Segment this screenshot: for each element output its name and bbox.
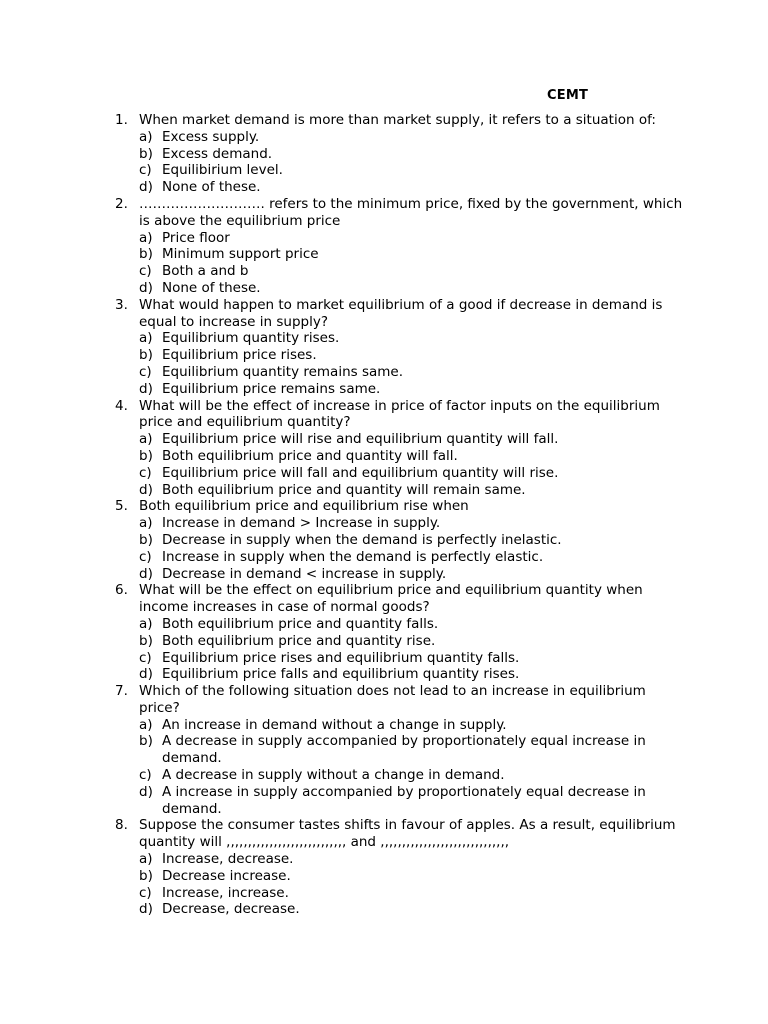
option-item (139, 767, 690, 784)
option-text: Increase in supply when the demand is perfectly elastic. (162, 548, 544, 565)
option-letter: b) (139, 531, 153, 548)
option-text: Both equilibrium price and quantity will remain same. (162, 481, 526, 498)
option-text: Increase in demand > Increase in supply. (162, 515, 441, 532)
option-item (139, 784, 690, 818)
question-item (110, 196, 690, 297)
option-item (139, 280, 690, 297)
option-item (139, 566, 690, 583)
option-letter: a) (139, 515, 153, 532)
question-number: 6. (115, 582, 128, 599)
option-item (139, 549, 690, 566)
question-number: 4. (115, 397, 128, 414)
option-letter: d) (139, 565, 153, 582)
question-text: What will be the effect of increase in price of factor inputs on the equilibrium price and equilibrium quantity? (139, 397, 660, 431)
option-item (139, 666, 690, 683)
option-text: Equilibrium price rises. (162, 347, 317, 364)
option-letter: b) (139, 447, 153, 464)
option-list (139, 515, 690, 582)
option-text: Decrease in demand < increase in supply. (162, 565, 447, 582)
option-text: Both equilibrium price and quantity will fall. (162, 447, 458, 464)
question-number: 1. (115, 112, 128, 128)
question-text: ………………………. refers to the minimum price, fixed by the government, which is above the equilibrium price (139, 195, 683, 229)
question-item (110, 398, 690, 499)
option-text: Decrease, decrease. (162, 901, 300, 918)
option-text: Equilibrium price will rise and equilibrium quantity will fall. (162, 431, 559, 448)
option-text: Increase, decrease. (162, 851, 294, 868)
option-text: Decrease in supply when the demand is perfectly inelastic. (162, 531, 562, 548)
question-item (110, 498, 690, 582)
option-text: Decrease increase. (162, 867, 291, 884)
option-item (139, 448, 690, 465)
option-letter: d) (139, 783, 153, 800)
option-item (139, 515, 690, 532)
question-text: Which of the following situation does not lead to an increase in equilibrium price? (139, 683, 646, 716)
option-item (139, 851, 690, 868)
option-item (139, 616, 690, 633)
option-item (139, 431, 690, 448)
option-letter: a) (139, 229, 153, 246)
option-text: Equilibirium level. (162, 162, 283, 179)
option-text: None of these. (162, 279, 261, 296)
question-number: 7. (115, 683, 128, 700)
option-text: Equilibrium price falls and equilibrium quantity rises. (162, 666, 520, 683)
option-item (139, 633, 690, 650)
option-text: Minimum support price (162, 246, 319, 263)
option-item (139, 650, 690, 667)
option-letter: a) (139, 615, 153, 632)
option-item (139, 263, 690, 280)
option-text: A increase in supply accompanied by proportionately equal decrease in demand. (162, 783, 646, 817)
question-text: What will be the effect on equilibrium price and equilibrium quantity when income increases in case of normal goods? (139, 582, 643, 616)
option-letter: c) (139, 884, 152, 901)
option-text: Excess demand. (162, 145, 273, 162)
option-letter: d) (139, 666, 153, 683)
option-text: Increase, increase. (162, 884, 289, 901)
option-item (139, 129, 690, 146)
option-letter: a) (139, 851, 153, 868)
option-list (139, 431, 690, 498)
option-letter: c) (139, 263, 152, 280)
question-item (110, 683, 690, 817)
question-item (110, 582, 690, 683)
question-list (110, 112, 690, 918)
option-item (139, 868, 690, 885)
option-letter: b) (139, 867, 153, 884)
question-item (110, 297, 690, 398)
question-number: 8. (115, 817, 128, 834)
option-letter: d) (139, 481, 153, 498)
option-list (139, 129, 690, 196)
option-text: Equilibrium price remains same. (162, 380, 381, 397)
option-text: A decrease in supply without a change in demand. (162, 767, 505, 784)
option-item (139, 885, 690, 902)
option-text: An increase in demand without a change in supply. (162, 716, 507, 733)
option-letter: b) (139, 632, 153, 649)
option-list (139, 717, 690, 818)
option-letter: c) (139, 649, 152, 666)
option-letter: d) (139, 380, 153, 397)
option-letter: a) (139, 128, 153, 145)
option-letter: d) (139, 901, 153, 918)
option-text: Both equilibrium price and quantity rise. (162, 632, 436, 649)
page-title: CEMT (547, 88, 589, 103)
question-number: 3. (115, 296, 128, 313)
option-letter: b) (139, 347, 153, 364)
option-letter: b) (139, 246, 153, 263)
option-item (139, 179, 690, 196)
option-item (139, 230, 690, 247)
option-text: Both equilibrium price and quantity falls. (162, 615, 439, 632)
option-item (139, 465, 690, 482)
option-text: None of these. (162, 179, 261, 196)
question-text: Both equilibrium price and equilibrium rise when (139, 498, 469, 515)
option-item (139, 901, 690, 918)
option-letter: a) (139, 716, 153, 733)
question-text: When market demand is more than market supply, it refers to a situation of: (139, 112, 656, 128)
option-text: Both a and b (162, 263, 249, 280)
option-item (139, 347, 690, 364)
question-item (110, 817, 690, 918)
option-letter: c) (139, 162, 152, 179)
option-list (139, 230, 690, 297)
option-letter: a) (139, 330, 153, 347)
question-number: 2. (115, 195, 128, 212)
option-letter: d) (139, 279, 153, 296)
option-text: Equilibrium quantity remains same. (162, 363, 404, 380)
option-letter: c) (139, 548, 152, 565)
option-letter: c) (139, 464, 152, 481)
option-item (139, 246, 690, 263)
option-list (139, 330, 690, 397)
option-item (139, 717, 690, 734)
option-item (139, 364, 690, 381)
option-text: Price floor (162, 229, 230, 246)
option-text: Excess supply. (162, 128, 260, 145)
option-letter: d) (139, 179, 153, 196)
question-number: 5. (115, 498, 128, 515)
option-text: Equilibrium quantity rises. (162, 330, 340, 347)
option-item (139, 146, 690, 163)
question-item (110, 112, 690, 196)
option-letter: c) (139, 363, 152, 380)
option-item (139, 381, 690, 398)
option-item (139, 733, 690, 767)
option-letter: b) (139, 733, 153, 750)
option-list (139, 616, 690, 683)
option-item (139, 162, 690, 179)
option-text: Equilibrium price will fall and equilibrium quantity will rise. (162, 464, 559, 481)
option-letter: b) (139, 145, 153, 162)
option-letter: c) (139, 767, 152, 784)
option-item (139, 330, 690, 347)
option-letter: a) (139, 431, 153, 448)
option-item (139, 532, 690, 549)
option-list (139, 851, 690, 918)
question-text: Suppose the consumer tastes shifts in favour of apples. As a result, equilibrium quantity will ,,,,,,,,,,,,,,,,,,,,,,,,,,,, and ,,,,,,,,,,,,,,,,,,,,,,,,,,,,,, (139, 817, 676, 851)
option-text: Equilibrium price rises and equilibrium quantity falls. (162, 649, 520, 666)
option-item (139, 482, 690, 499)
option-text: A decrease in supply accompanied by proportionately equal increase in demand. (162, 733, 646, 767)
question-text: What would happen to market equilibrium of a good if decrease in demand is equal to increase in supply? (139, 296, 663, 330)
